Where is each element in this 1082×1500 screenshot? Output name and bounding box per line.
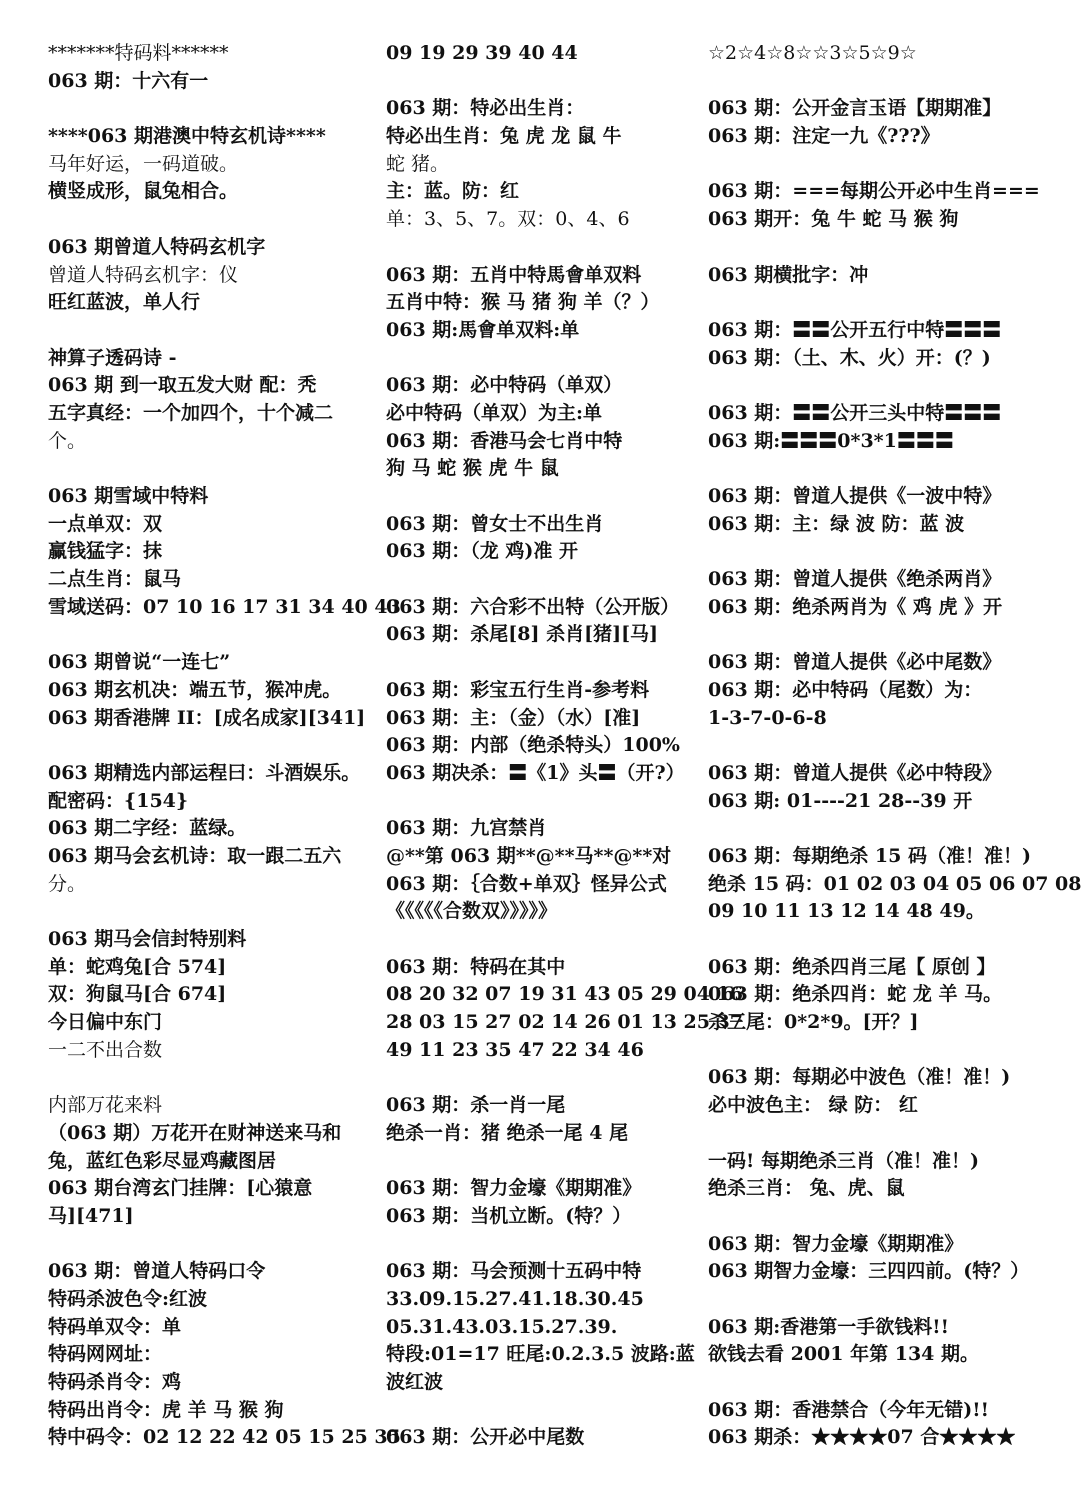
spacer-line <box>708 732 1038 760</box>
text-line: 063 期决杀：〓《1》头〓（开?） <box>386 761 685 784</box>
text-line: ****063 期港澳中特玄机诗**** <box>48 125 326 148</box>
text-line: 横竖成形，鼠兔相合。 <box>48 180 239 203</box>
text-line: 063 期：（龙 鸡)准 开 <box>386 540 578 563</box>
text-line: 063 期：｛合数+单双｝怪异公式 <box>386 872 667 895</box>
text-line: 单：蛇鸡兔[合 574] <box>48 955 227 978</box>
text-line: 33.09.15.27.41.18.30.45 <box>386 1287 644 1310</box>
text-line: 063 期：必中特码（单双） <box>386 374 623 397</box>
text-line: 马年好运，一码道破。 <box>48 152 239 175</box>
text-line: 063 期智力金壕：三四四前。(特？） <box>708 1260 1030 1283</box>
text-line: 特码单双令：单 <box>48 1315 182 1338</box>
text-line: 063 期：绝杀四肖：蛇 龙 羊 马。 <box>708 983 1003 1006</box>
text-line: 063 期台湾玄门挂牌：[心猿意 <box>48 1177 313 1200</box>
text-line: 特码杀肖令：鸡 <box>48 1371 182 1393</box>
text-line: 063 期：内部（绝杀特头）100% <box>386 734 680 757</box>
text-line: 063 期：公开金言玉语【期期准】 <box>708 97 1002 120</box>
spacer-line <box>708 621 1038 649</box>
text-line: 特必出生肖：兔 虎 龙 鼠 牛 <box>386 125 622 148</box>
text-line: 063 期曾说“一连七” <box>48 651 231 674</box>
text-line: 063 期：马会预测十五码中特 <box>386 1260 642 1283</box>
text-line: 绝杀一肖：猪 绝杀一尾 4 尾 <box>386 1121 629 1144</box>
text-line: 内部万花来料 <box>48 1094 163 1117</box>
spacer-line <box>48 455 373 483</box>
text-line: 雪域送码：07 10 16 17 31 34 40 43 <box>48 595 401 618</box>
text-line: 08 20 32 07 19 31 43 05 29 04 16 <box>386 983 743 1006</box>
spacer-line <box>708 455 1038 483</box>
text-line: 063 期：主：绿 波 防：蓝 波 <box>708 512 965 535</box>
spacer-line <box>386 926 698 954</box>
spacer-line <box>386 68 698 96</box>
text-line: 063 期：当机立断。(特？） <box>386 1204 632 1227</box>
spacer-line <box>386 1148 698 1176</box>
middle-column <box>386 40 743 1452</box>
text-line: 09 19 29 39 40 44 <box>386 42 578 64</box>
text-line: 必中波色主： 绿 防： 红 <box>708 1094 918 1117</box>
text-line: 063 期：注定一九《???》 <box>708 125 940 148</box>
text-line: 特中码令：02 12 22 42 05 15 25 35 <box>48 1426 401 1449</box>
spacer-line <box>386 649 698 677</box>
text-line: 绝杀三肖： 兔、虎、鼠 <box>708 1177 905 1200</box>
text-line: 一码! 每期绝杀三肖（准！准！) <box>708 1149 979 1172</box>
text-line: 欲钱去看 2001 年第 134 期。 <box>708 1343 980 1366</box>
text-line: 063 期曾道人特码玄机字 <box>48 235 266 258</box>
text-line: 063 期:香港第一手欲钱料!! <box>708 1315 949 1338</box>
text-line: ☆2☆4☆8☆☆3☆5☆9☆ <box>708 42 917 64</box>
text-line: 曾道人特码玄机字：仪 <box>48 263 239 286</box>
spacer-line <box>708 289 1038 317</box>
text-line: 063 期：（土、木、火）开：(？) <box>708 346 991 369</box>
text-line: 063 期：每期绝杀 15 码（准！准！) <box>708 844 1031 867</box>
text-line: 063 期二字经：蓝绿。 <box>48 817 247 840</box>
right-column <box>708 40 1082 1452</box>
text-line: （063 期）万花开在财神送来马和 <box>48 1121 342 1144</box>
text-line: 个。 <box>48 429 87 452</box>
text-line: 063 期：智力金壕《期期准》 <box>386 1177 642 1200</box>
text-line: 马][471] <box>48 1204 134 1227</box>
text-line: 063 期 到一取五发大财 配：秃 <box>48 374 317 397</box>
spacer-line <box>48 898 373 926</box>
text-line: 063 期：杀一肖一尾 <box>386 1094 566 1117</box>
text-line: 063 期：===每期公开必中生肖=== <box>708 180 1040 203</box>
text-line: 一二不出合数 <box>48 1038 163 1061</box>
text-line: 063 期马会玄机诗：取一跟二五六 <box>48 844 342 867</box>
spacer-line <box>48 621 373 649</box>
spacer-line <box>48 317 373 345</box>
left-column <box>48 40 401 1452</box>
text-line: 063 期开：兔 牛 蛇 马 猴 狗 <box>708 208 959 231</box>
spacer-line <box>48 206 373 234</box>
spacer-line <box>708 1037 1038 1065</box>
text-line: 063 期横批字：冲 <box>708 263 869 286</box>
text-line: 063 期：公开必中尾数 <box>386 1426 585 1449</box>
spacer-line <box>708 815 1038 843</box>
text-line: 配密码：{154} <box>48 789 189 812</box>
spacer-line <box>386 483 698 511</box>
spacer-line <box>48 95 373 123</box>
text-line: 063 期精选内部运程曰：斗酒娱乐。 <box>48 761 361 784</box>
text-line: 绝杀 15 码：01 02 03 04 05 06 07 08 <box>708 872 1082 895</box>
text-line: 063 期：香港马会七肖中特 <box>386 429 623 452</box>
text-line: 063 期: 01----21 28--39 开 <box>708 789 973 812</box>
text-line: 09 10 11 13 12 14 48 49。 <box>708 900 985 923</box>
text-line: 063 期：绝杀两肖为《 鸡 虎 》开 <box>708 595 1003 618</box>
spacer-line <box>48 732 373 760</box>
text-line: 一点单双：双 <box>48 512 163 535</box>
text-line: 今日偏中东门 <box>48 1011 163 1034</box>
text-line: 063 期:馬會单双料:单 <box>386 318 580 341</box>
text-line: 五肖中特：猴 马 猪 狗 羊（？） <box>386 291 660 314</box>
spacer-line <box>386 788 698 816</box>
text-line: 063 期：曾道人特码口令 <box>48 1260 266 1283</box>
spacer-line <box>708 234 1038 262</box>
text-line: 《《《《《合数双》》》》》 <box>386 900 558 923</box>
text-line: 063 期：曾道人提供《必中尾数》 <box>708 651 1002 674</box>
text-line: 神算子透码诗 - <box>48 346 177 369</box>
text-line: 063 期：曾道人提供《一波中特》 <box>708 485 1002 507</box>
text-line: 兔，蓝红色彩尽显鸡藏图居 <box>48 1149 277 1172</box>
text-line: 狗 马 蛇 猴 虎 牛 鼠 <box>386 457 559 480</box>
spacer-line <box>708 372 1038 400</box>
text-line: 1-3-7-0-6-8 <box>708 706 827 729</box>
spacer-line <box>708 1286 1038 1314</box>
text-line: 063 期：特必出生肖： <box>386 97 585 120</box>
spacer-line <box>708 926 1038 954</box>
text-line: 063 期：必中特码（尾数）为： <box>708 678 983 701</box>
spacer-line <box>386 1397 698 1425</box>
text-line: 必中特码（单双）为主:单 <box>386 401 603 424</box>
spacer-line <box>386 1064 698 1092</box>
text-line: 063 期杀：★★★★07 合★★★★ <box>708 1426 1016 1449</box>
text-line: 063 期：主：（金）（水）[准] <box>386 706 641 729</box>
text-line: 063 期：彩宝五行生肖-参考料 <box>386 678 650 701</box>
spacer-line <box>386 345 698 373</box>
text-line: 063 期：曾女士不出生肖 <box>386 512 604 535</box>
spacer-line <box>386 1231 698 1259</box>
spacer-line <box>708 68 1038 96</box>
spacer-line <box>708 1120 1038 1148</box>
text-line: 063 期：杀尾[8] 杀肖[猪][马] <box>386 623 659 646</box>
text-line: 063 期马会信封特别料 <box>48 928 247 950</box>
text-line: 分。 <box>48 872 87 895</box>
text-line: 蛇 猪。 <box>386 152 450 175</box>
text-line: 特码杀波色令:红波 <box>48 1287 208 1310</box>
text-line: 五字真经：一个加四个，十个减二 <box>48 401 334 424</box>
text-line: 特段:01=17 旺尾:0.2.3.5 波路:蓝 <box>386 1343 695 1366</box>
text-line: 特码出肖令：虎 羊 马 猴 狗 <box>48 1398 284 1421</box>
text-line: 主：蓝。防：红 <box>386 180 520 203</box>
spacer-line <box>708 1369 1038 1397</box>
text-line: 05.31.43.03.15.27.39. <box>386 1315 618 1338</box>
text-line: 063 期：五肖中特馬會单双料 <box>386 263 642 286</box>
text-line: 063 期香港牌 II：[成名成家][341] <box>48 706 366 729</box>
text-line: 二点生肖：鼠马 <box>48 568 182 591</box>
text-line: 063 期：九宫禁肖 <box>386 817 547 840</box>
spacer-line <box>48 1064 373 1092</box>
text-line: 063 期：曾道人提供《必中特段》 <box>708 761 1002 784</box>
spacer-line <box>708 538 1038 566</box>
text-line: 28 03 15 27 02 14 26 01 13 25 37 <box>386 1011 743 1034</box>
text-line: 063 期：香港禁合（今年无错)!! <box>708 1398 989 1421</box>
text-line: 063 期雪域中特料 <box>48 485 209 507</box>
text-line: *******特码料****** <box>48 42 229 64</box>
text-line: 063 期：六合彩不出特（公开版） <box>386 595 680 618</box>
spacer-line <box>48 1231 373 1259</box>
text-line: 赢钱猛字：抹 <box>48 540 163 563</box>
text-line: 063 期：十六有一 <box>48 69 209 92</box>
text-line: 杀三尾：0*2*9。[开？] <box>708 1011 919 1034</box>
text-line: 063 期：特码在其中 <box>386 955 566 978</box>
spacer-line <box>386 234 698 262</box>
spacer-line <box>386 566 698 594</box>
text-line: 单：3、5、7。双：0、4、6 <box>386 208 630 231</box>
text-line: 双：狗鼠马[合 674] <box>48 983 227 1006</box>
text-line: 063 期：〓〓公开三头中特〓〓〓 <box>708 401 1002 424</box>
text-line: 特码网网址： <box>48 1343 163 1366</box>
text-line: 49 11 23 35 47 22 34 46 <box>386 1038 644 1061</box>
text-line: 063 期:〓〓〓0*3*1〓〓〓 <box>708 429 954 452</box>
text-line: 063 期：智力金壕《期期准》 <box>708 1232 964 1255</box>
spacer-line <box>708 151 1038 179</box>
text-line: 063 期：曾道人提供《绝杀两肖》 <box>708 568 1002 591</box>
text-line: 063 期：每期必中波色（准！准！) <box>708 1066 1011 1089</box>
text-line: 波红波 <box>386 1371 444 1393</box>
text-line: 063 期玄机决：端五节，猴冲虎。 <box>48 678 342 701</box>
text-line: 063 期：绝杀四肖三尾【 原创 】 <box>708 955 996 978</box>
spacer-line <box>708 1203 1038 1231</box>
text-line: 063 期：〓〓公开五行中特〓〓〓 <box>708 318 1002 341</box>
text-line: @**第 063 期**@**马**@**对 <box>386 844 672 867</box>
text-line: 旺红蓝波，单人行 <box>48 291 201 314</box>
